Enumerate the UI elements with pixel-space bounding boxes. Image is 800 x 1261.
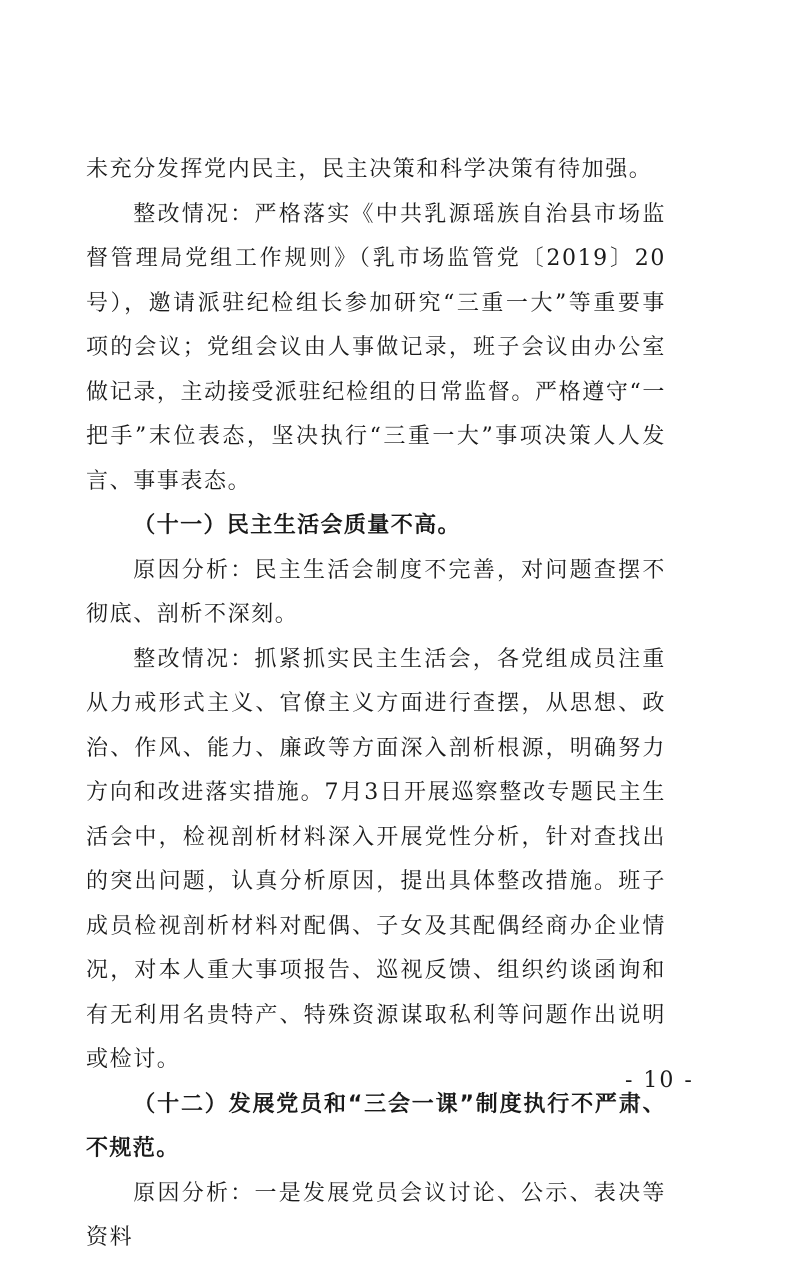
section-heading-11: （十一）民主生活会质量不高。 — [133, 513, 461, 538]
paragraph-continuation: 未充分发挥党内民主，民主决策和科学决策有待加强。 — [86, 157, 653, 182]
paragraph-cause-analysis-12: 原因分析：一是发展党员会议讨论、公示、表决等资料 — [86, 1180, 666, 1250]
paragraph-cause-analysis-11: 原因分析：民主生活会制度不完善，对问题查摆不彻底、剖析不深刻。 — [86, 557, 666, 627]
page-number: - 10 - — [625, 1068, 694, 1093]
paragraph-rectification-1: 整改情况：严格落实《中共乳源瑶族自治县市场监督管理局党组工作规则》（乳市场监管党〔2019〕20号），邀请派驻纪检组长参加研究“三重一大”等重要事项的会议；党组会议由人事做记录，班子会议由办公室做记录，主动接受派驻纪检组的日常监督。严格遵守“一把手”末位表态，坚决执行“三重一大”事项决策人人发言、事事表态。 — [86, 201, 666, 494]
paragraph-rectification-11: 整改情况：抓紧抓实民主生活会，各党组成员注重从力戒形式主义、官僚主义方面进行查摆，从思想、政治、作风、能力、廉政等方面深入剖析根源，明确努力方向和改进落实措施。7月3日开展巡察整改专题民主生活会中，检视剖析材料深入开展党性分析，针对查找出的突出问题，认真分析原因，提出具体整改措施。班子成员检视剖析材料对配偶、子女及其配偶经商办企业情况，对本人重大事项报告、巡视反馈、组织约谈函询和有无利用名贵特产、特殊资源谋取私利等问题作出说明或检讨。 — [86, 646, 666, 1072]
section-heading-12: （十二）发展党员和“三会一课”制度执行不严肃、不规范。 — [86, 1091, 666, 1161]
document-body — [86, 148, 666, 1261]
